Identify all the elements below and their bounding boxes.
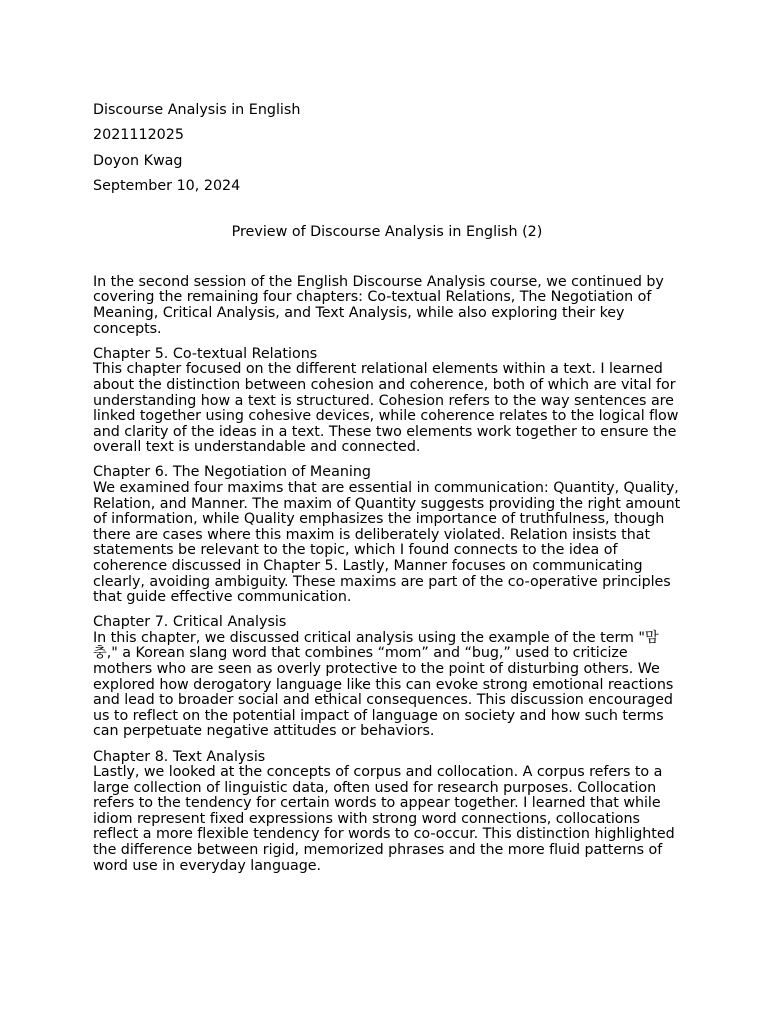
section-chapter-5 (93, 347, 681, 456)
section-heading: Chapter 6. The Negotiation of Meaning (93, 464, 371, 481)
student-id: 2021112025 (93, 127, 184, 144)
section-chapter-8 (93, 750, 681, 875)
intro-paragraph: In the second session of the English Discourse Analysis course, we continued by covering the remaining four chapters: Co-textual Relations, The Negotiation of Meaning, Critical Analysis, and Text Analysis, while also exploring their key concepts. (93, 273, 664, 337)
section-body: This chapter focused on the different relational elements within a text. I learned about the distinction between cohesion and coherence, both of which are vital for understanding how a text is structured. Cohesion refers to the way sentences are linked together using cohesive devices, while coherence relates to the logical flow and clarity of the ideas in a text. These two elements work together to ensure the overall text is understandable and connected. (93, 361, 679, 456)
author-name: Doyon Kwag (93, 152, 183, 169)
section-body: In this chapter, we discussed critical analysis using the example of the term "맘충," a Korean slang word that combines “mom” and “bug,” used to criticize mothers who are seen as overly protective to the point of disturbing others. We explored how derogatory language like this can evoke strong emotional reactions and lead to broader social and ethical consequences. This discussion encouraged us to reflect on the potential impact of language on society and how such terms can perpetuate negative attitudes or behaviors. (93, 629, 674, 740)
section-chapter-7 (93, 615, 681, 740)
section-body: Lastly, we looked at the concepts of corpus and collocation. A corpus refers to a large collection of linguistic data, often used for research purposes. Collocation refers to the tendency for certain words to appear together. I learned that while idiom represent fixed expressions with strong word connections, collocations reflect a more flexible tendency for words to co-occur. This distinction highlighted the difference between rigid, memorized phrases and the more fluid patterns of word use in everyday language. (93, 764, 675, 874)
section-body: We examined four maxims that are essential in communication: Quantity, Quality, Relation, and Manner. The maxim of Quantity suggests providing the right amount of information, while Quality emphasizes the importance of truthfulness, though there are cases where this maxim is deliberately violated. Relation insists that statements be relevant to the topic, which I found connects to the idea of coherence discussed in Chapter 5. Lastly, Manner focuses on communicating clearly, avoiding ambiguity. These maxims are part of the co-operative principles that guide effective communication. (93, 480, 681, 606)
course-name: Discourse Analysis in English (93, 102, 301, 118)
document-title: Preview of Discourse Analysis in English (2) (231, 223, 543, 240)
section-heading: Chapter 8. Text Analysis (93, 748, 266, 765)
document-date: September 10, 2024 (93, 177, 241, 194)
section-heading: Chapter 7. Critical Analysis (93, 614, 287, 631)
section-chapter-6 (93, 465, 681, 605)
document-content (93, 100, 681, 874)
section-heading: Chapter 5. Co-textual Relations (93, 345, 318, 362)
